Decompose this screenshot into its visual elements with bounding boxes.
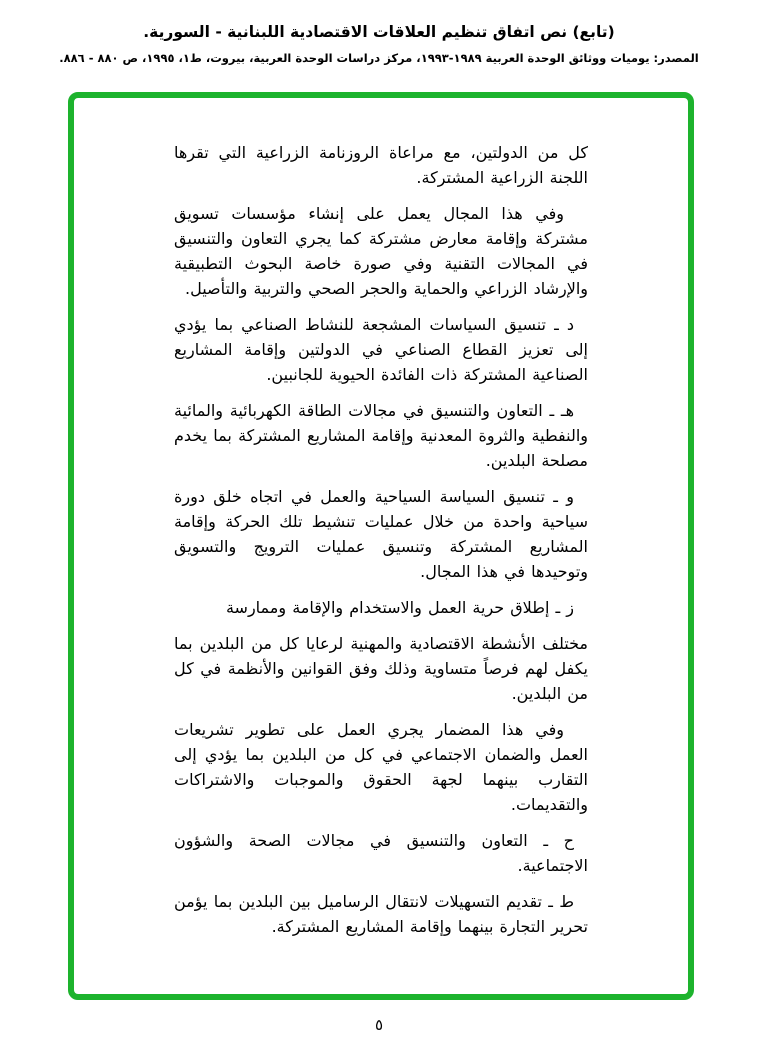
document-source-citation: المصدر: يوميات ووثائق الوحدة العربية ١٩٨٩-١٩٩٣، مركز دراسات الوحدة العربية، بيروت، ط١، ١٩٩٥، ص ٨٨٠ - ٨٨٦. xyxy=(59,51,699,65)
paragraph: ح ـ التعاون والتنسيق في مجالات الصحة والشؤون الاجتماعية. xyxy=(174,831,588,875)
paragraph: كل من الدولتين، مع مراعاة الروزنامة الزراعية التي تقرها اللجنة الزراعية المشتركة. xyxy=(174,143,588,187)
paragraph: وفي هذا المجال يعمل على إنشاء مؤسسات تسويق مشتركة وإقامة معارض مشتركة كما يجري التعاون والتنسيق في المجالات التقنية وفي صورة خاصة البحوث التطبيقية والإرشاد الزراعي والحماية والحجر الصحي والتربية والتأصيل. xyxy=(174,204,588,298)
page-number: ٥ xyxy=(374,1016,384,1034)
document-header xyxy=(0,20,758,67)
document-body xyxy=(174,140,588,939)
paragraph: و ـ تنسيق السياسة السياحية والعمل في اتجاه خلق دورة سياحية واحدة من خلال عمليات تنشيط تلك الحركة وإقامة المشاريع المشتركة وتنسيق عمليات الترويج والتسويق وتوحيدها في هذا المجال. xyxy=(174,487,588,581)
content-frame xyxy=(68,92,694,1000)
paragraph: ز ـ إطلاق حرية العمل والاستخدام والإقامة وممارسة xyxy=(225,598,574,617)
paragraph: ط ـ تقديم التسهيلات لانتقال الرساميل بين البلدين بما يؤمن تحرير التجارة بينهما وإقامة المشاريع المشتركة. xyxy=(174,892,588,936)
paragraph: وفي هذا المضمار يجري العمل على تطوير تشريعات العمل والضمان الاجتماعي في كل من البلدين بما يؤدي إلى التقارب بينهما لجهة الحقوق والموجبات والاشتراكات والتقديمات. xyxy=(174,720,588,814)
document-title: (تابع) نص اتفاق تنظيم العلاقات الاقتصادية اللبنانية - السورية. xyxy=(143,23,615,41)
paragraph: هـ ـ التعاون والتنسيق في مجالات الطاقة الكهربائية والمائية والنفطية والثروة المعدنية وإقامة المشاريع المشتركة بما يخدم مصلحة البلدين. xyxy=(174,401,588,470)
paragraph: د ـ تنسيق السياسات المشجعة للنشاط الصناعي بما يؤدي إلى تعزيز القطاع الصناعي في الدولتين وإقامة المشاريع الصناعية المشتركة ذات الفائدة الحيوية للجانبين. xyxy=(174,315,588,384)
paragraph: مختلف الأنشطة الاقتصادية والمهنية لرعايا كل من البلدين بما يكفل لهم فرصاً متساوية وذلك وفق القوانين والأنظمة في كل من البلدين. xyxy=(174,634,588,703)
